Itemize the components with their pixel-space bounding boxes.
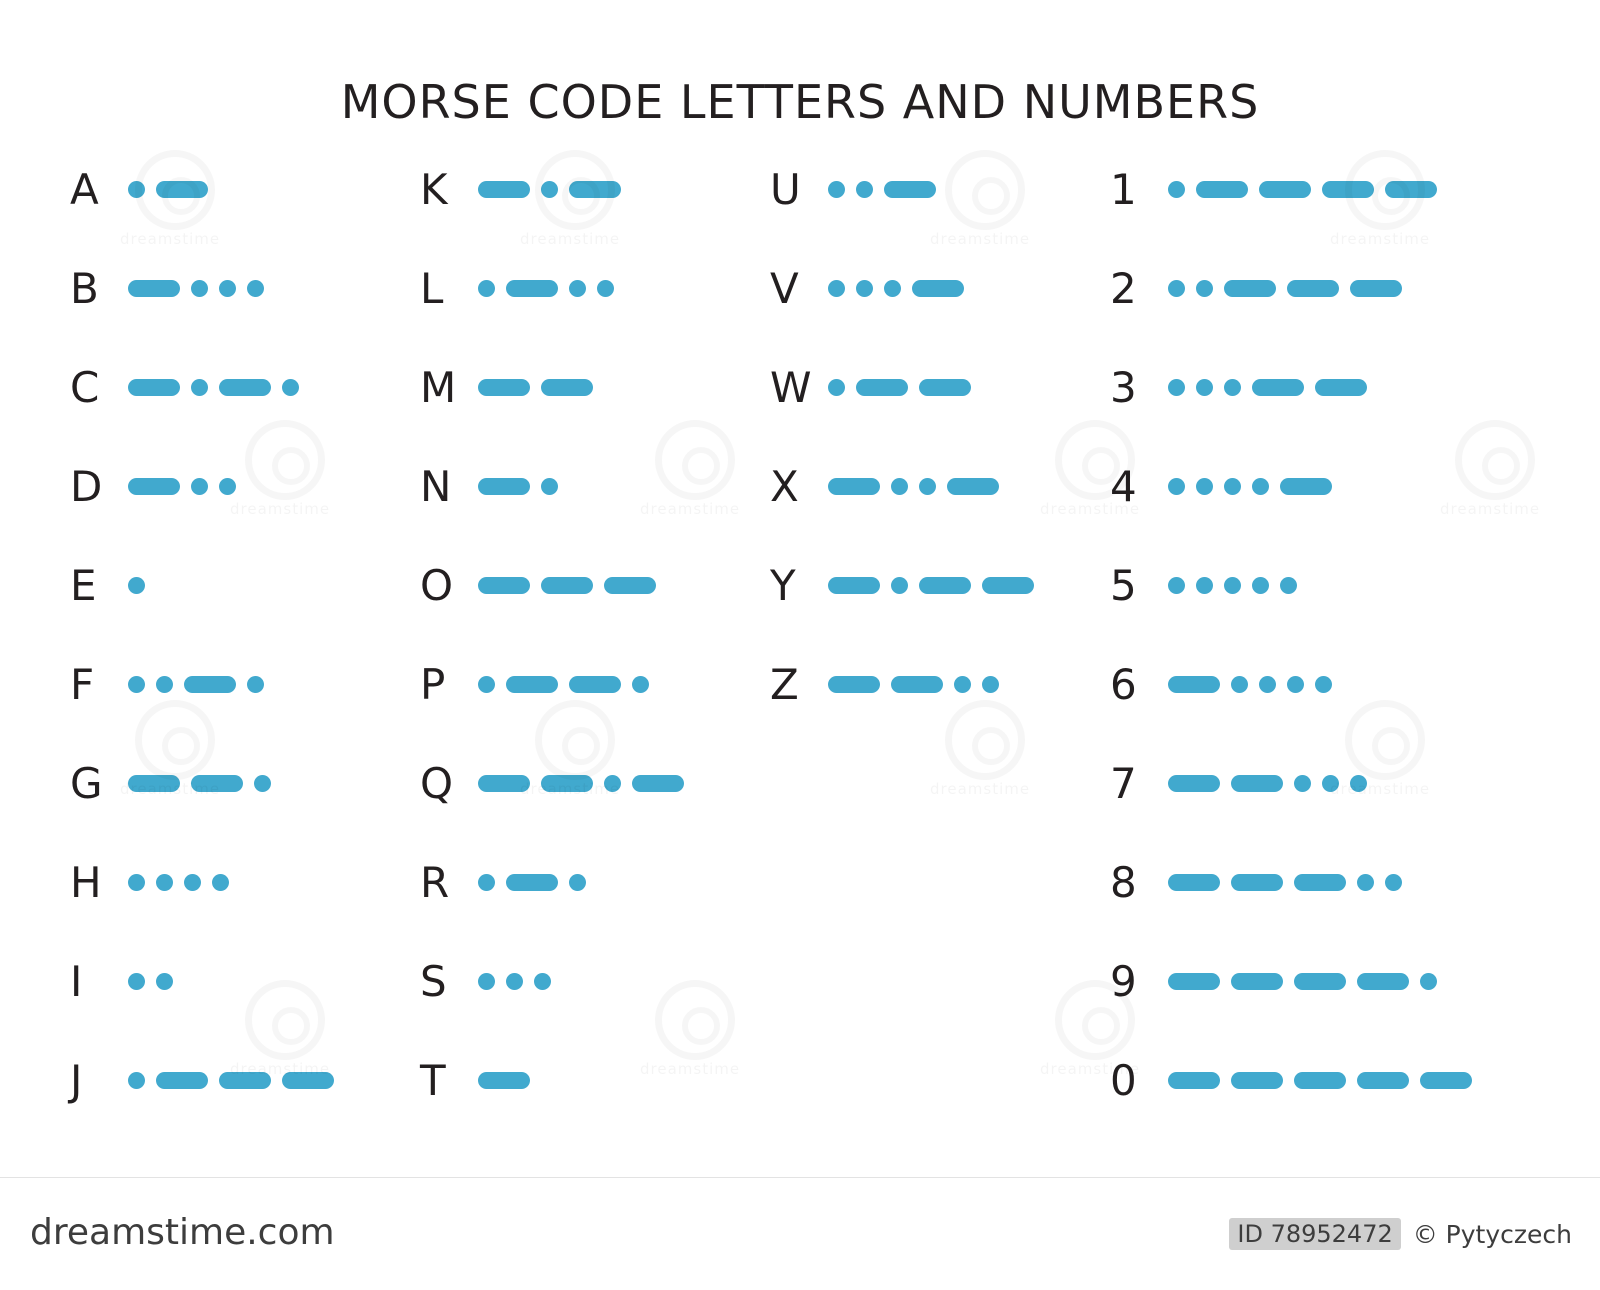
morse-dash-icon [219, 1072, 271, 1089]
morse-dash-icon [128, 775, 180, 792]
morse-dot-icon [478, 973, 495, 990]
morse-dash-icon [604, 577, 656, 594]
morse-code-sequence [1168, 575, 1297, 597]
morse-dot-icon [156, 676, 173, 693]
morse-dot-icon [828, 280, 845, 297]
morse-row [1110, 1031, 1470, 1130]
morse-row [1110, 437, 1470, 536]
morse-row [1110, 239, 1470, 338]
morse-dash-icon [569, 181, 621, 198]
morse-dot-icon [856, 181, 873, 198]
morse-code-sequence [1168, 1070, 1472, 1092]
morse-code-sequence [478, 377, 593, 399]
morse-character-label: Z [770, 659, 799, 709]
morse-code-sequence [828, 575, 1034, 597]
morse-row [70, 536, 430, 635]
footer-brand[interactable]: dreamstime.com [30, 1212, 335, 1253]
morse-dash-icon [1280, 478, 1332, 495]
morse-code-sequence [828, 674, 999, 696]
morse-character-label: S [420, 956, 447, 1006]
morse-character-label: I [70, 956, 83, 1006]
morse-dash-icon [569, 676, 621, 693]
morse-dot-icon [1315, 676, 1332, 693]
morse-dot-icon [184, 874, 201, 891]
morse-dash-icon [1294, 973, 1346, 990]
morse-column-2 [420, 140, 780, 1130]
morse-dash-icon [1231, 874, 1283, 891]
morse-dot-icon [128, 874, 145, 891]
morse-code-sequence [1168, 377, 1367, 399]
morse-dot-icon [569, 874, 586, 891]
morse-dot-icon [254, 775, 271, 792]
morse-code-sequence [128, 476, 236, 498]
morse-dash-icon [1294, 874, 1346, 891]
morse-dash-icon [541, 775, 593, 792]
page-title: MORSE CODE LETTERS AND NUMBERS [340, 74, 1260, 129]
morse-row [1110, 932, 1470, 1031]
morse-row [420, 1031, 780, 1130]
morse-dot-icon [1322, 775, 1339, 792]
morse-dash-icon [919, 379, 971, 396]
morse-dot-icon [128, 181, 145, 198]
morse-dot-icon [1259, 676, 1276, 693]
morse-row [1110, 734, 1470, 833]
morse-dot-icon [506, 973, 523, 990]
morse-row [420, 635, 780, 734]
morse-code-sequence [478, 278, 614, 300]
morse-row [70, 734, 430, 833]
morse-character-label: B [70, 263, 99, 313]
morse-dot-icon [919, 478, 936, 495]
morse-dot-icon [1280, 577, 1297, 594]
morse-character-label: J [70, 1055, 83, 1105]
morse-dash-icon [1168, 874, 1220, 891]
morse-dash-icon [282, 1072, 334, 1089]
morse-dot-icon [597, 280, 614, 297]
morse-code-sequence [128, 674, 264, 696]
morse-character-label: L [420, 263, 444, 313]
morse-dot-icon [1196, 577, 1213, 594]
morse-dash-icon [1420, 1072, 1472, 1089]
morse-character-label: 6 [1110, 659, 1137, 709]
morse-code-sequence [128, 278, 264, 300]
morse-dash-icon [478, 478, 530, 495]
morse-character-label: T [420, 1055, 446, 1105]
morse-dash-icon [891, 676, 943, 693]
morse-dash-icon [1231, 1072, 1283, 1089]
morse-dot-icon [632, 676, 649, 693]
morse-dot-icon [191, 379, 208, 396]
morse-dash-icon [1259, 181, 1311, 198]
morse-dot-icon [856, 280, 873, 297]
morse-dot-icon [828, 181, 845, 198]
morse-dot-icon [1196, 478, 1213, 495]
morse-dash-icon [478, 181, 530, 198]
morse-dot-icon [478, 676, 495, 693]
footer-credits [1229, 1218, 1572, 1250]
footer-bar [0, 1177, 1600, 1290]
morse-row [1110, 635, 1470, 734]
morse-dash-icon [1168, 775, 1220, 792]
morse-dash-icon [506, 676, 558, 693]
morse-row [770, 635, 1130, 734]
morse-dot-icon [247, 676, 264, 693]
morse-dash-icon [128, 379, 180, 396]
morse-character-label: 2 [1110, 263, 1137, 313]
morse-character-label: C [70, 362, 100, 412]
morse-dot-icon [219, 478, 236, 495]
morse-code-sequence [128, 1070, 334, 1092]
morse-character-label: 1 [1110, 164, 1137, 214]
morse-code-chart [0, 140, 1600, 1150]
morse-character-label: 0 [1110, 1055, 1137, 1105]
morse-dot-icon [569, 280, 586, 297]
morse-dash-icon [191, 775, 243, 792]
morse-dash-icon [1168, 1072, 1220, 1089]
morse-character-label: A [70, 164, 99, 214]
morse-code-sequence [1168, 971, 1437, 993]
morse-dot-icon [1224, 379, 1241, 396]
morse-row [420, 932, 780, 1031]
morse-dot-icon [1168, 379, 1185, 396]
morse-row [70, 239, 430, 338]
morse-code-sequence [478, 872, 586, 894]
morse-dash-icon [1315, 379, 1367, 396]
morse-row [70, 140, 430, 239]
morse-character-label: X [770, 461, 799, 511]
morse-dash-icon [506, 280, 558, 297]
morse-row [420, 833, 780, 932]
morse-code-sequence [478, 575, 656, 597]
morse-dash-icon [1231, 973, 1283, 990]
morse-code-sequence [478, 674, 649, 696]
morse-dot-icon [247, 280, 264, 297]
morse-character-label: M [420, 362, 457, 412]
morse-character-label: K [420, 164, 448, 214]
morse-character-label: R [420, 857, 450, 907]
morse-dash-icon [1231, 775, 1283, 792]
morse-row [420, 140, 780, 239]
morse-character-label: 3 [1110, 362, 1137, 412]
morse-character-label: O [420, 560, 454, 610]
morse-row [70, 932, 430, 1031]
morse-dash-icon [828, 478, 880, 495]
morse-dot-icon [156, 874, 173, 891]
morse-character-label: 5 [1110, 560, 1137, 610]
morse-dot-icon [541, 181, 558, 198]
morse-character-label: V [770, 263, 799, 313]
morse-character-label: E [70, 560, 97, 610]
morse-code-sequence [478, 773, 684, 795]
morse-code-sequence [128, 377, 299, 399]
morse-dot-icon [1168, 280, 1185, 297]
morse-code-sequence [1168, 476, 1332, 498]
morse-dash-icon [1168, 676, 1220, 693]
morse-dash-icon [828, 676, 880, 693]
morse-dot-icon [1196, 379, 1213, 396]
morse-dash-icon [1252, 379, 1304, 396]
morse-row [1110, 338, 1470, 437]
morse-dot-icon [1420, 973, 1437, 990]
morse-row [1110, 833, 1470, 932]
morse-dash-icon [478, 1072, 530, 1089]
morse-dash-icon [1224, 280, 1276, 297]
morse-dot-icon [604, 775, 621, 792]
morse-dot-icon [156, 973, 173, 990]
morse-dot-icon [534, 973, 551, 990]
morse-dash-icon [919, 577, 971, 594]
morse-character-label: G [70, 758, 103, 808]
morse-dot-icon [191, 478, 208, 495]
morse-dash-icon [1350, 280, 1402, 297]
morse-character-label: Q [420, 758, 454, 808]
morse-dot-icon [128, 676, 145, 693]
morse-code-sequence [1168, 872, 1402, 894]
morse-dot-icon [1196, 280, 1213, 297]
morse-dash-icon [156, 181, 208, 198]
morse-code-sequence [1168, 773, 1367, 795]
morse-dash-icon [219, 379, 271, 396]
morse-dot-icon [1385, 874, 1402, 891]
morse-code-sequence [128, 872, 229, 894]
author-credit: © Pytyczech [1412, 1219, 1572, 1249]
morse-dash-icon [1357, 973, 1409, 990]
morse-dot-icon [478, 280, 495, 297]
morse-row [420, 536, 780, 635]
morse-dot-icon [212, 874, 229, 891]
morse-dot-icon [1168, 577, 1185, 594]
morse-dash-icon [506, 874, 558, 891]
morse-row [770, 239, 1130, 338]
morse-row [1110, 140, 1470, 239]
morse-character-label: H [70, 857, 102, 907]
morse-column-1 [70, 140, 430, 1130]
morse-row [770, 140, 1130, 239]
morse-code-sequence [828, 476, 999, 498]
morse-dash-icon [884, 181, 936, 198]
morse-dot-icon [954, 676, 971, 693]
morse-dash-icon [1322, 181, 1374, 198]
morse-dot-icon [982, 676, 999, 693]
morse-character-label: U [770, 164, 801, 214]
morse-code-sequence [128, 575, 145, 597]
morse-dot-icon [541, 478, 558, 495]
morse-row [70, 338, 430, 437]
morse-row [420, 734, 780, 833]
morse-dash-icon [128, 478, 180, 495]
morse-dash-icon [478, 775, 530, 792]
morse-dash-icon [1287, 280, 1339, 297]
morse-dash-icon [856, 379, 908, 396]
morse-code-sequence [1168, 278, 1402, 300]
morse-dash-icon [1294, 1072, 1346, 1089]
image-id-badge: ID 78952472 [1229, 1218, 1400, 1250]
morse-dash-icon [632, 775, 684, 792]
morse-dash-icon [541, 577, 593, 594]
morse-code-sequence [128, 179, 208, 201]
morse-dash-icon [1168, 973, 1220, 990]
morse-dot-icon [1168, 478, 1185, 495]
morse-row [70, 437, 430, 536]
morse-row [420, 437, 780, 536]
morse-row [70, 1031, 430, 1130]
morse-dot-icon [128, 973, 145, 990]
morse-character-label: P [420, 659, 446, 709]
morse-dash-icon [982, 577, 1034, 594]
morse-code-sequence [478, 476, 558, 498]
morse-character-label: 7 [1110, 758, 1137, 808]
morse-dot-icon [1357, 874, 1374, 891]
morse-dot-icon [1231, 676, 1248, 693]
morse-code-sequence [828, 278, 964, 300]
morse-code-sequence [1168, 674, 1332, 696]
morse-code-sequence [478, 971, 551, 993]
morse-dot-icon [1287, 676, 1304, 693]
morse-dot-icon [191, 280, 208, 297]
morse-code-sequence [1168, 179, 1437, 201]
morse-dot-icon [1224, 577, 1241, 594]
morse-code-sequence [478, 1070, 530, 1092]
morse-dash-icon [1357, 1072, 1409, 1089]
morse-dot-icon [1168, 181, 1185, 198]
morse-dash-icon [912, 280, 964, 297]
morse-row [770, 437, 1130, 536]
morse-dash-icon [1196, 181, 1248, 198]
morse-column-3 [770, 140, 1130, 734]
morse-dash-icon [1385, 181, 1437, 198]
morse-dash-icon [156, 1072, 208, 1089]
morse-dot-icon [1350, 775, 1367, 792]
morse-dot-icon [891, 577, 908, 594]
morse-character-label: D [70, 461, 103, 511]
morse-row [770, 338, 1130, 437]
morse-dash-icon [128, 280, 180, 297]
morse-dash-icon [541, 379, 593, 396]
morse-dash-icon [478, 379, 530, 396]
morse-character-label: 9 [1110, 956, 1137, 1006]
morse-character-label: Y [770, 560, 796, 610]
morse-character-label: F [70, 659, 95, 709]
morse-dash-icon [828, 577, 880, 594]
morse-dash-icon [184, 676, 236, 693]
morse-row [420, 239, 780, 338]
morse-dot-icon [1294, 775, 1311, 792]
morse-dot-icon [828, 379, 845, 396]
morse-code-sequence [128, 971, 173, 993]
morse-character-label: N [420, 461, 452, 511]
morse-code-sequence [828, 179, 936, 201]
morse-character-label: 4 [1110, 461, 1137, 511]
morse-row [70, 833, 430, 932]
morse-row [70, 635, 430, 734]
morse-dot-icon [891, 478, 908, 495]
morse-dash-icon [478, 577, 530, 594]
morse-row [1110, 536, 1470, 635]
morse-dot-icon [1224, 478, 1241, 495]
morse-dot-icon [282, 379, 299, 396]
morse-row [770, 536, 1130, 635]
morse-dash-icon [947, 478, 999, 495]
morse-row [420, 338, 780, 437]
morse-dot-icon [478, 874, 495, 891]
morse-column-4 [1110, 140, 1470, 1130]
morse-code-sequence [828, 377, 971, 399]
morse-code-sequence [128, 773, 271, 795]
morse-character-label: 8 [1110, 857, 1137, 907]
morse-character-label: W [770, 362, 812, 412]
morse-dot-icon [1252, 577, 1269, 594]
morse-code-sequence [478, 179, 621, 201]
morse-dot-icon [884, 280, 901, 297]
morse-dot-icon [219, 280, 236, 297]
morse-dot-icon [128, 577, 145, 594]
morse-dot-icon [1252, 478, 1269, 495]
morse-dot-icon [128, 1072, 145, 1089]
